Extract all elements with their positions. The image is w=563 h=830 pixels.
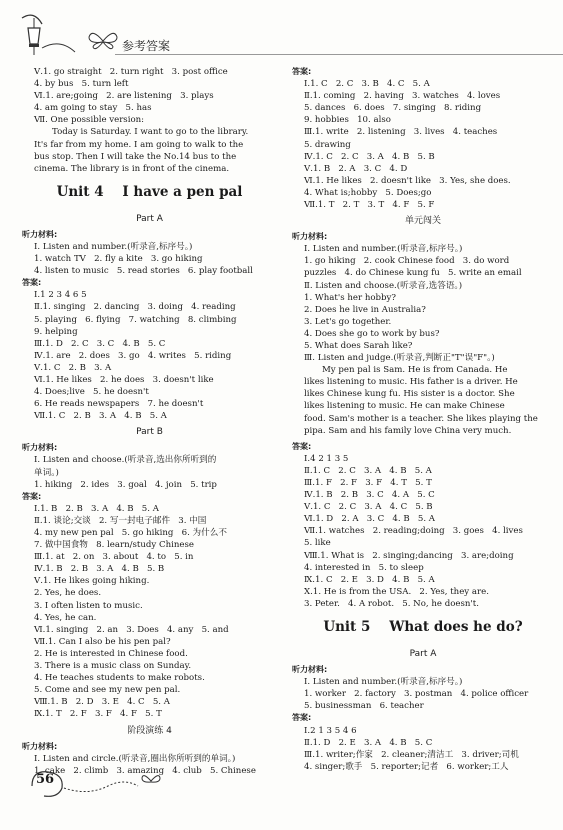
text-line: Ⅱ.1. coming 2. having 3. watches 4. loves bbox=[304, 91, 501, 102]
text-line: Ⅵ.1. are;going 2. are listening 3. plays bbox=[34, 91, 214, 102]
section-label: 答案: bbox=[22, 278, 42, 288]
section-label: 听力材料: bbox=[22, 741, 58, 751]
text-line: 4. interested in 5. to sleep bbox=[304, 562, 424, 573]
section-heading: Part B bbox=[136, 427, 163, 438]
text-line: Ⅰ. Listen and number.(听录音,标序号。) bbox=[304, 244, 463, 255]
text-line: Ⅸ.1. C 2. E 3. D 4. B 5. A bbox=[304, 574, 435, 585]
text-line: Ⅳ.1. C 2. C 3. A 4. B 5. B bbox=[304, 151, 435, 162]
text-line: Ⅴ.1. He likes going hiking. bbox=[34, 576, 150, 587]
text-line: Ⅴ.1. C 2. B 3. A bbox=[34, 362, 112, 373]
text-line: likes Chinese kung fu. His sister is a doctor. She bbox=[304, 389, 515, 400]
text-line: 4. my new pen pal 5. go hiking 6. 为什么不 bbox=[34, 528, 227, 538]
text-line: 3. I often listen to music. bbox=[34, 600, 143, 611]
text-line: 4. Does she go to work by bus? bbox=[304, 328, 440, 339]
page-header bbox=[0, 0, 563, 56]
text-line: Ⅵ.1. He likes 2. he does 3. doesn't like bbox=[34, 374, 214, 385]
text-line: 1. cake 2. climb 3. amazing 4. club 5. Chinese bbox=[34, 765, 256, 776]
section-heading: Part A bbox=[409, 649, 437, 660]
text-line: Ⅱ. Listen and choose.(听录音,选答语。) bbox=[304, 280, 463, 291]
text-line: 4. am going to stay 5. has bbox=[34, 103, 152, 114]
page-number: 56 bbox=[36, 772, 55, 787]
text-line: 1. hiking 2. ides 3. goal 4. join 5. trip bbox=[34, 479, 217, 490]
left-column bbox=[22, 66, 277, 777]
right-column bbox=[292, 66, 554, 773]
text-line: Ⅰ.1. C 2. C 3. B 4. C 5. A bbox=[304, 79, 430, 90]
text-line: Ⅶ.1. C 2. B 3. A 4. B 5. A bbox=[34, 411, 167, 422]
unit-heading: Unit 4 I have a pen pal bbox=[56, 183, 243, 200]
text-line: Ⅱ.1. C 2. C 3. A 4. B 5. A bbox=[304, 465, 432, 476]
section-label: 答案: bbox=[292, 67, 312, 76]
text-line: Ⅲ.1. write 2. listening 3. lives 4. teaches bbox=[304, 127, 498, 138]
text-line: Ⅲ.1. writer;作家 2. cleaner;清洁工 3. driver;司机 bbox=[304, 749, 519, 760]
text-line: 4. Does;live 5. he doesn't bbox=[34, 387, 149, 398]
text-line: Ⅲ.1. F 2. F 3. F 4. T 5. T bbox=[304, 478, 432, 488]
text-line: Today is Saturday. I want to go to the library. bbox=[52, 127, 249, 138]
text-line: 6. He reads newspapers 7. he doesn't bbox=[34, 399, 204, 410]
section-label: 答案: bbox=[292, 441, 312, 451]
lantern-icon bbox=[20, 8, 80, 64]
text-line: bus stop. Then I will take the No.14 bus to the bbox=[34, 151, 237, 162]
text-line: 3. There is a music class on Sunday. bbox=[34, 661, 192, 672]
text-line: Ⅰ.1 2 3 4 6 5 bbox=[34, 290, 87, 301]
text-line: Ⅳ.1. B 2. B 3. A 4. B 5. B bbox=[34, 564, 165, 575]
butterfly-icon bbox=[86, 28, 120, 54]
text-line: 2. Yes, he does. bbox=[34, 588, 102, 599]
section-heading: 阶段演练 4 bbox=[127, 725, 172, 736]
text-line: Ⅸ.1. T 2. F 3. F 4. F 5. T bbox=[34, 709, 162, 720]
text-line: Ⅱ.1. D 2. E 3. A 4. B 5. C bbox=[304, 737, 433, 748]
text-line: Ⅵ.1. He likes 2. doesn't like 3. Yes, she does. bbox=[304, 175, 511, 186]
text-line: Ⅴ.1. B 2. A 3. C 4. D bbox=[304, 163, 408, 174]
page-title: 参考答案 bbox=[122, 39, 171, 53]
text-line: 5. drawing bbox=[304, 139, 351, 150]
text-line: Ⅶ.1. Can I also be his pen pal? bbox=[34, 636, 171, 647]
section-heading: 单元闯关 bbox=[404, 216, 441, 227]
text-line: 4. singer;歌手 5. reporter;记者 6. worker;工人 bbox=[304, 761, 509, 772]
text-line: likes listening to music. He can make Chinese bbox=[304, 401, 505, 412]
text-line: 5. like bbox=[304, 538, 331, 549]
section-heading: Part A bbox=[136, 213, 163, 224]
text-line: Ⅷ.1. What is 2. singing;dancing 3. are;doing bbox=[304, 550, 514, 561]
text-line: Ⅵ.1. singing 2. an 3. Does 4. any 5. and bbox=[34, 624, 229, 635]
text-line: Ⅴ.1. go straight 2. turn right 3. post office bbox=[34, 67, 228, 77]
page-footer bbox=[28, 766, 168, 802]
text-line: Ⅰ. Listen and number.(听录音,标序号。) bbox=[304, 677, 463, 688]
text-line: 5. businessman 6. teacher bbox=[304, 701, 424, 712]
section-label: 听力材料: bbox=[22, 229, 58, 239]
text-line: Ⅰ. Listen and number.(听录音,标序号。) bbox=[34, 241, 193, 252]
text-line: pipa. Sam and his family love China very much. bbox=[304, 425, 512, 436]
section-label: 答案: bbox=[22, 491, 42, 501]
text-line: Ⅶ. One possible version: bbox=[34, 115, 145, 126]
text-line: Ⅳ.1. are 2. does 3. go 4. writes 5. riding bbox=[34, 350, 232, 361]
text-line: Ⅵ.1. D 2. A 3. C 4. B 5. A bbox=[304, 514, 436, 525]
text-line: 4. by bus 5. turn left bbox=[34, 79, 129, 90]
text-line: 4. He teaches students to make robots. bbox=[34, 673, 205, 684]
text-line: 2. Does he live in Australia? bbox=[304, 304, 426, 315]
text-line: 4. listen to music 5. read stories 6. play football bbox=[34, 266, 253, 277]
text-line: food. Sam's mother is a teacher. She likes playing the bbox=[304, 413, 538, 424]
text-line: 4. Yes, he can. bbox=[34, 612, 97, 623]
text-line: Ⅲ.1. D 2. C 3. C 4. B 5. C bbox=[34, 338, 166, 349]
text-line: Ⅰ.1. B 2. B 3. A 4. B 5. A bbox=[34, 503, 159, 514]
text-line: 5. playing 6. flying 7. watching 8. climbing bbox=[34, 314, 237, 325]
text-line: My pen pal is Sam. He is from Canada. He bbox=[322, 365, 508, 376]
text-line: 9. hobbies 10. also bbox=[304, 115, 391, 126]
text-line: 3. Let's go together. bbox=[304, 316, 392, 327]
text-line: 7. 做中国食物 8. learn/study Chinese bbox=[34, 540, 194, 551]
text-line: Ⅲ.1. at 2. on 3. about 4. to 5. in bbox=[34, 552, 194, 563]
text-line: Ⅱ.1. 谈论;交谈 2. 写一封电子邮件 3. 中国 bbox=[34, 515, 207, 526]
text-line: 1. watch TV 2. fly a kite 3. go hiking bbox=[34, 254, 203, 265]
text-line: Ⅰ.2 1 3 5 4 6 bbox=[304, 725, 357, 736]
text-line: It's far from my home. I am going to walk to the bbox=[34, 139, 244, 150]
text-line: Ⅳ.1. B 2. B 3. C 4. A 5. C bbox=[304, 490, 435, 501]
butterfly-icon bbox=[140, 772, 162, 790]
text-line: Ⅰ. Listen and circle.(听录音,圈出你所听到的单词。) bbox=[34, 753, 236, 764]
text-line: 单词。) bbox=[34, 467, 59, 478]
text-line: 5. dances 6. does 7. singing 8. riding bbox=[304, 103, 482, 114]
header-divider bbox=[115, 54, 563, 55]
text-line: 2. He is interested in Chinese food. bbox=[34, 648, 188, 659]
text-line: likes listening to music. His father is a driver. He bbox=[304, 377, 518, 388]
text-line: 5. What does Sarah like? bbox=[304, 340, 413, 351]
text-line: 1. worker 2. factory 3. postman 4. police officer bbox=[304, 689, 529, 700]
text-line: puzzles 4. do Chinese kung fu 5. write an email bbox=[304, 268, 522, 279]
section-label: 听力材料: bbox=[292, 665, 328, 675]
text-line: 1. What's her hobby? bbox=[304, 292, 397, 303]
text-line: 4. What is;hobby 5. Does;go bbox=[304, 187, 432, 198]
text-line: Ⅱ.1. singing 2. dancing 3. doing 4. reading bbox=[34, 302, 236, 313]
text-line: Ⅶ.1. T 2. T 3. T 4. F 5. F bbox=[304, 200, 435, 211]
text-line: Ⅹ.1. He is from the USA. 2. Yes, they are. bbox=[304, 586, 489, 597]
text-line: 1. go hiking 2. cook Chinese food 3. do word bbox=[304, 256, 510, 267]
text-line: 9. helping bbox=[34, 326, 78, 337]
text-line: Ⅰ.4 2 1 3 5 bbox=[304, 453, 349, 464]
text-line: Ⅰ. Listen and choose.(听录音,选出你所听到的 bbox=[34, 455, 217, 466]
text-line: Ⅴ.1. C 2. C 3. A 4. C 5. B bbox=[304, 502, 433, 513]
text-line: Ⅲ. Listen and judge.(听录音,判断正"T"误"F"。) bbox=[304, 353, 495, 364]
text-line: 3. Peter. 4. A robot. 5. No, he doesn't. bbox=[304, 598, 479, 609]
text-line: Ⅶ.1. watches 2. reading;doing 3. goes 4. lives bbox=[304, 526, 523, 537]
text-line: Ⅷ.1. B 2. D 3. E 4. C 5. A bbox=[34, 697, 170, 708]
text-line: 5. Come and see my new pen pal. bbox=[34, 685, 181, 696]
section-label: 听力材料: bbox=[22, 443, 58, 453]
unit-heading: Unit 5 What does he do? bbox=[323, 619, 523, 636]
text-line: cinema. The library is in front of the cinema. bbox=[34, 163, 230, 174]
section-label: 听力材料: bbox=[292, 232, 328, 242]
section-label: 答案: bbox=[292, 713, 312, 723]
